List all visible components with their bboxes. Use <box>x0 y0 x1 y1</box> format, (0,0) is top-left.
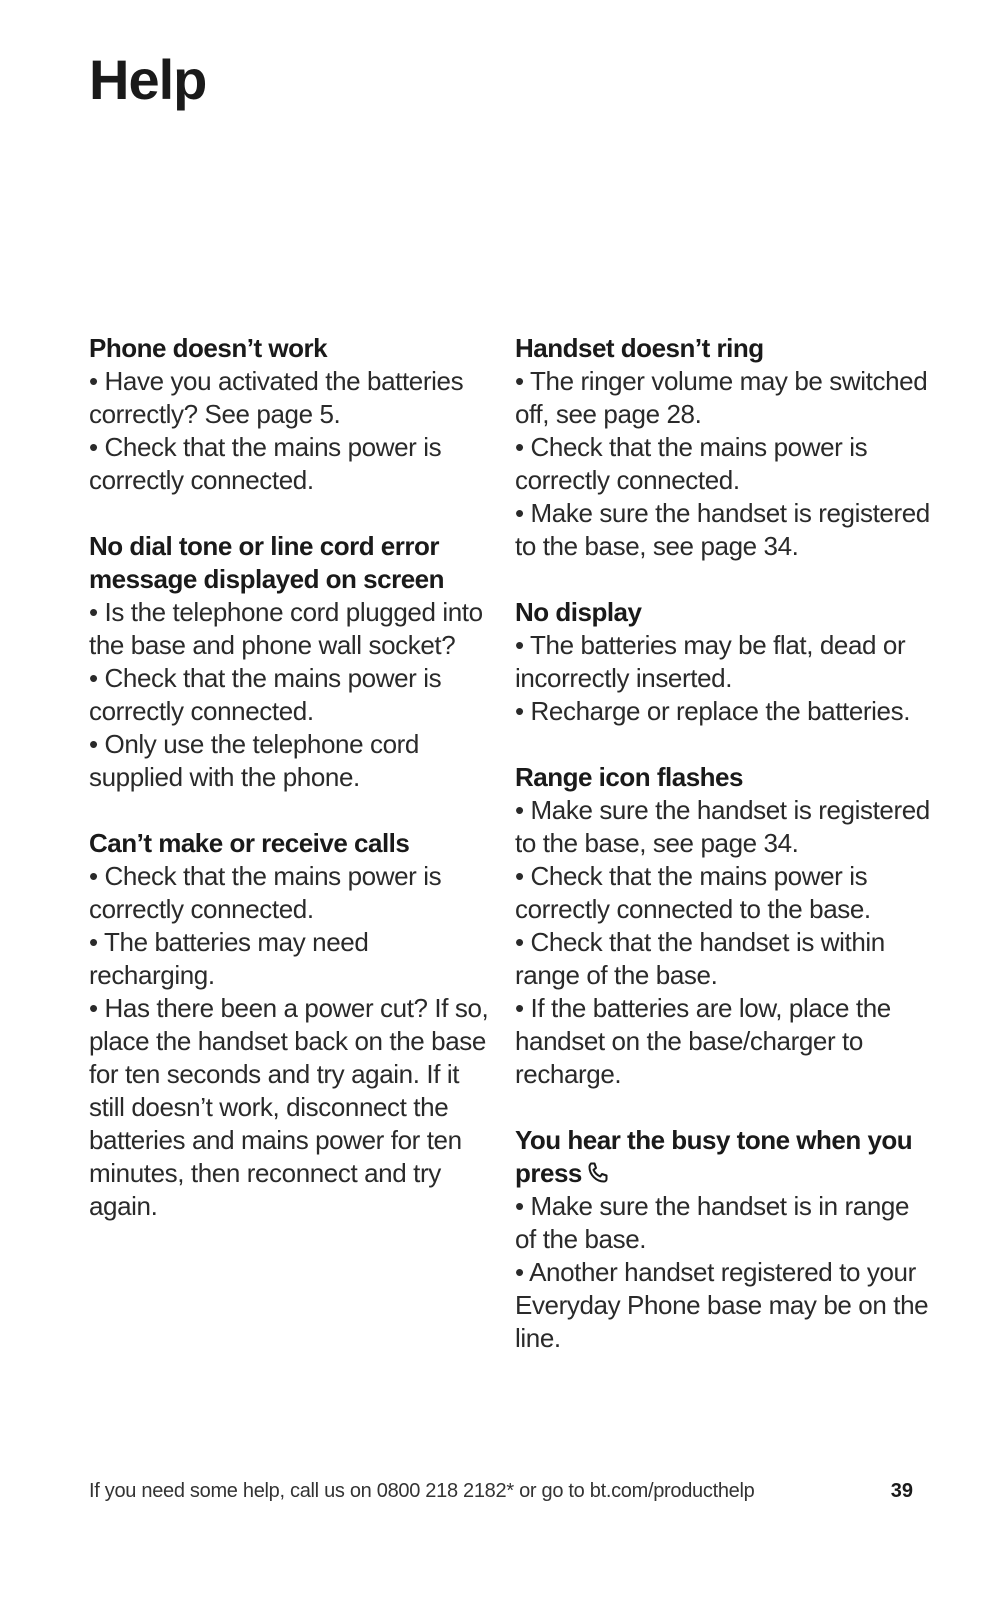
section-range-icon-flashes <box>515 761 935 1091</box>
bullet-item: • Check that the handset is within range of the base. <box>515 927 885 990</box>
bullet-item: • Check that the mains power is correctly connected to the base. <box>515 861 871 924</box>
section-busy-tone <box>515 1124 935 1355</box>
footer-help-text: If you need some help, call us on 0800 218 2182* or go to bt.com/producthelp <box>89 1480 755 1502</box>
section-heading: Can’t make or receive calls <box>89 828 410 858</box>
section-heading-text: You hear the busy tone when you press <box>515 1125 913 1188</box>
bullet-item: • Make sure the handset is registered to the base, see page 34. <box>515 795 930 858</box>
section-heading: No display <box>515 597 642 627</box>
bullet-item: • Is the telephone cord plugged into the base and phone wall socket? <box>89 597 483 660</box>
bullet-item: • Have you activated the batteries correctly? See page 5. <box>89 366 464 429</box>
right-column <box>515 332 935 1388</box>
section-no-display <box>515 596 935 728</box>
section-heading: No dial tone or line cord error message displayed on screen <box>89 531 445 594</box>
bullet-item: • Check that the mains power is correctly connected. <box>89 861 442 924</box>
page-footer <box>89 1480 915 1510</box>
section-no-dial-tone <box>89 530 499 794</box>
section-heading-with-icon <box>515 1124 935 1190</box>
section-heading: Phone doesn’t work <box>89 333 328 363</box>
phone-talk-icon <box>586 1160 610 1184</box>
left-column <box>89 332 499 1256</box>
section-cant-make-calls <box>89 827 499 1223</box>
bullet-item: • The batteries may need recharging. <box>89 927 369 990</box>
bullet-item: • Another handset registered to your Everyday Phone base may be on the line. <box>515 1257 929 1353</box>
bullet-item: • The ringer volume may be switched off, see page 28. <box>515 366 928 429</box>
bullet-item: • Recharge or replace the batteries. <box>515 696 911 726</box>
section-heading: Handset doesn’t ring <box>515 333 764 363</box>
bullet-item: • Has there been a power cut? If so, place the handset back on the base for ten seconds and try again. If it still doesn’t work, disconnect the batteries and mains power for ten minutes, then reconnect and try again. <box>89 993 489 1221</box>
section-phone-doesnt-work <box>89 332 499 497</box>
bullet-item: • Check that the mains power is correctly connected. <box>89 432 442 495</box>
section-heading: Range icon flashes <box>515 762 743 792</box>
bullet-item: • The batteries may be flat, dead or incorrectly inserted. <box>515 630 906 693</box>
bullet-item: • Only use the telephone cord supplied with the phone. <box>89 729 419 792</box>
bullet-item: • Check that the mains power is correctly connected. <box>515 432 868 495</box>
page-title: Help <box>89 48 207 111</box>
bullet-item: • If the batteries are low, place the handset on the base/charger to recharge. <box>515 993 891 1089</box>
bullet-item: • Make sure the handset is registered to the base, see page 34. <box>515 498 930 561</box>
page-number: 39 <box>890 1480 913 1502</box>
bullet-item: • Make sure the handset is in range of the base. <box>515 1191 910 1254</box>
bullet-item: • Check that the mains power is correctly connected. <box>89 663 442 726</box>
section-handset-doesnt-ring <box>515 332 935 563</box>
